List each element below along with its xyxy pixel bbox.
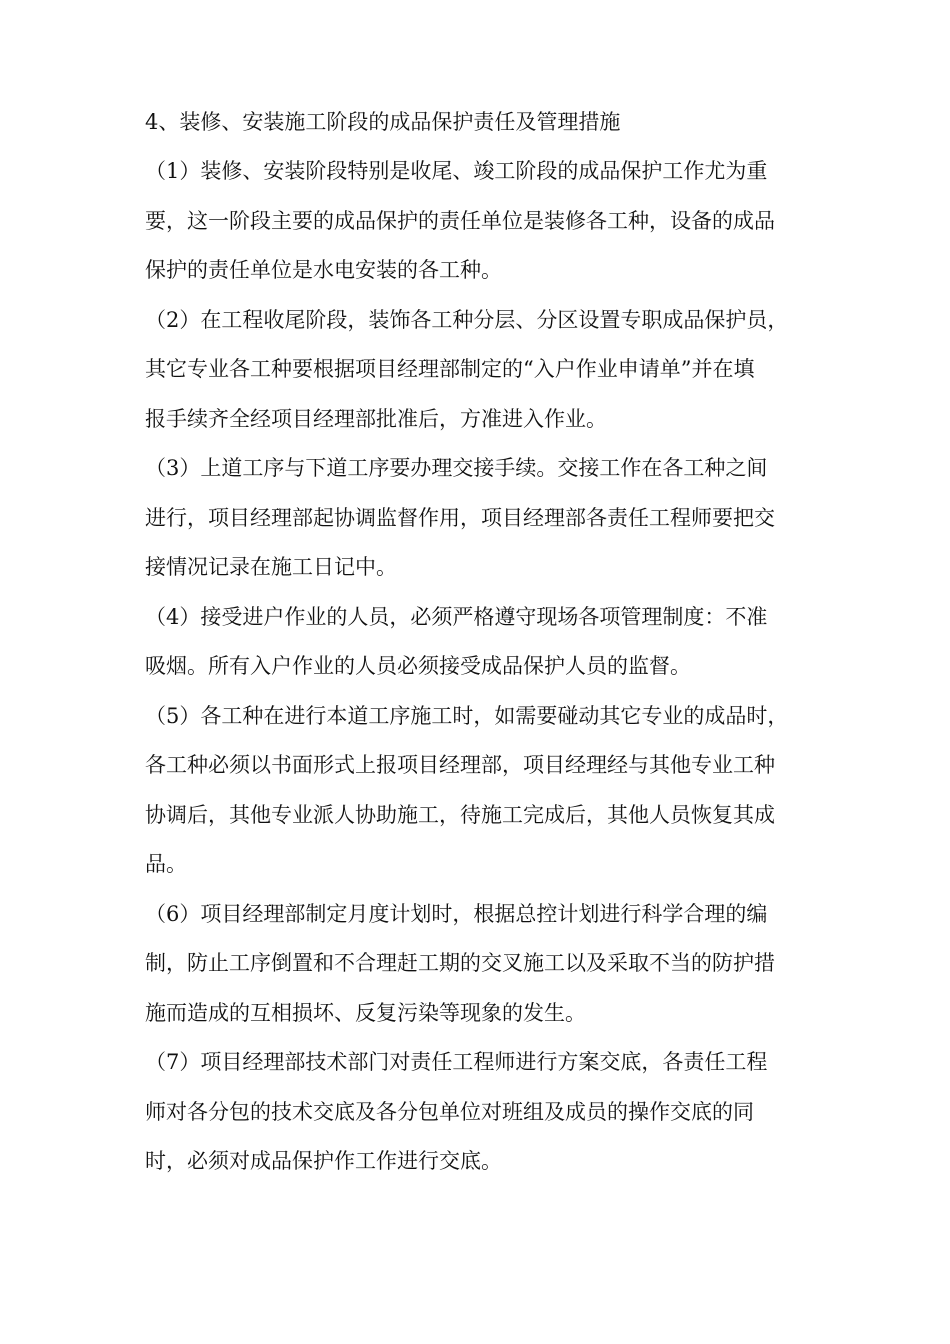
- paragraph-3: [145, 444, 825, 593]
- paragraph-line: （6）项目经理部制定月度计划时，根据总控计划进行科学合理的编: [145, 901, 768, 926]
- paragraph-line: （1）装修、安装阶段特别是收尾、竣工阶段的成品保护工作尤为重: [145, 159, 768, 183]
- paragraph-2: [145, 296, 825, 445]
- paragraph-line: 吸烟。所有入户作业的人员必须接受成品保护人员的监督。: [145, 654, 691, 678]
- paragraph-line: 时，必须对成品保护作工作进行交底。: [145, 1149, 502, 1173]
- paragraph-line: 要，这一阶段主要的成品保护的责任单位是装修各工种，设备的成品: [145, 208, 775, 233]
- paragraph-line: （5）各工种在进行本道工序施工时，如需要碰动其它专业的成品时，: [145, 703, 789, 728]
- document-body: [145, 98, 825, 1187]
- paragraph-line: （2）在工程收尾阶段，装饰各工种分层、分区设置专职成品保护员，: [145, 307, 789, 332]
- paragraph-line: （7）项目经理部技术部门对责任工程师进行方案交底，各责任工程: [145, 1050, 768, 1074]
- paragraph-line: 进行，项目经理部起协调监督作用，项目经理部各责任工程师要把交: [145, 505, 775, 530]
- paragraph-line: （4）接受进户作业的人员，必须严格遵守现场各项管理制度：不准: [145, 604, 768, 629]
- paragraph-line: 各工种必须以书面形式上报项目经理部，项目经理经与其他专业工种: [145, 753, 775, 777]
- paragraph-line: 其它专业各工种要根据项目经理部制定的“入户作业申请单”并在填: [145, 357, 755, 381]
- paragraph-6: [145, 890, 825, 1039]
- paragraph-5: [145, 692, 825, 890]
- paragraph-line: 保护的责任单位是水电安装的各工种。: [145, 258, 502, 282]
- paragraph-1: [145, 147, 825, 296]
- paragraph-line: 协调后，其他专业派人协助施工，待施工完成后，其他人员恢复其成: [145, 802, 775, 827]
- paragraph-7: [145, 1038, 825, 1187]
- paragraph-line: 品。: [145, 852, 187, 876]
- paragraph-line: 制，防止工序倒置和不合理赶工期的交叉施工以及采取不当的防护措: [145, 951, 775, 975]
- paragraph-4: [145, 593, 825, 692]
- paragraph-line: （3）上道工序与下道工序要办理交接手续。交接工作在各工种之间: [145, 456, 768, 480]
- paragraph-line: 接情况记录在施工日记中。: [145, 555, 397, 579]
- paragraph-line: 施而造成的互相损坏、反复污染等现象的发生。: [145, 1000, 586, 1025]
- section-heading: 4、装修、安装施工阶段的成品保护责任及管理措施: [145, 110, 621, 134]
- paragraph-line: 报手续齐全经项目经理部批准后，方准进入作业。: [145, 406, 607, 431]
- paragraph-line: 师对各分包的技术交底及各分包单位对班组及成员的操作交底的同: [145, 1099, 754, 1124]
